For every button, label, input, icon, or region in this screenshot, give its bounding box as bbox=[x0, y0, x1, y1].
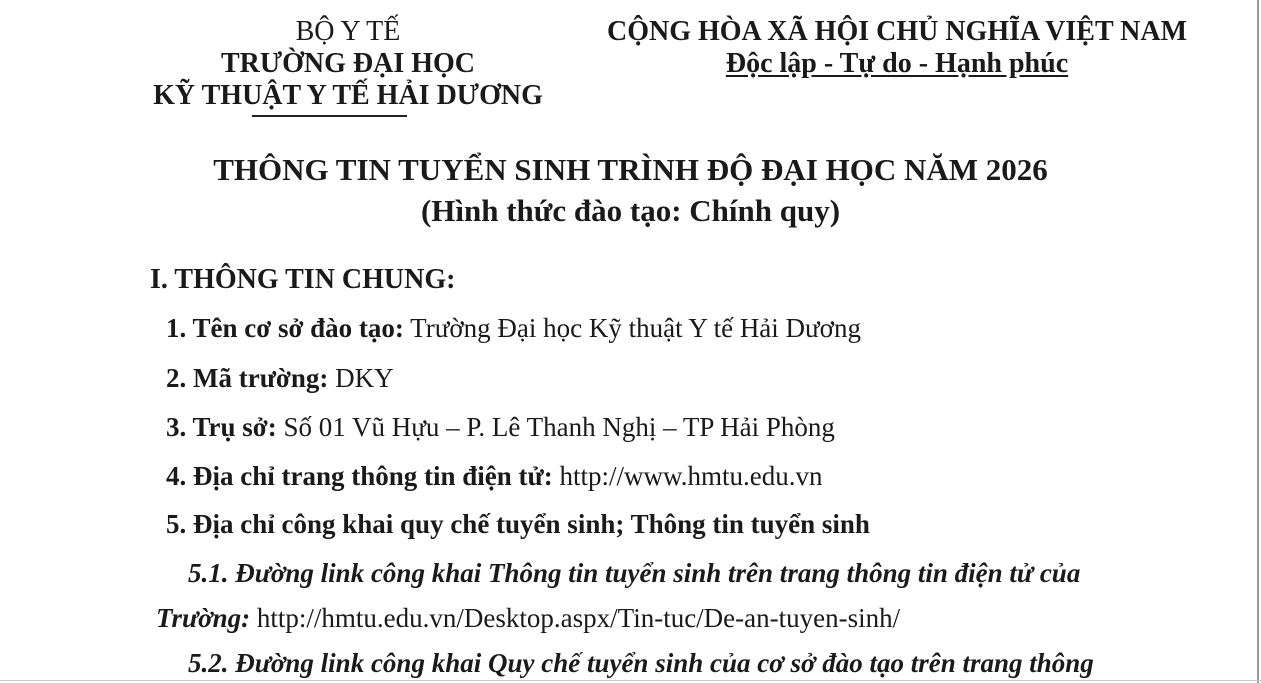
info-item-school-code bbox=[166, 363, 394, 394]
info-item-headquarters bbox=[166, 412, 835, 443]
item-label: 2. Mã trường: bbox=[166, 363, 329, 393]
item-value: Số 01 Vũ Hựu – P. Lê Thanh Nghị – TP Hải Phòng bbox=[276, 412, 835, 442]
admission-info-link[interactable]: http://hmtu.edu.vn/Desktop.aspx/Tin-tuc/De-an-tuyen-sinh/ bbox=[250, 603, 901, 633]
website-link[interactable]: http://www.hmtu.edu.vn bbox=[552, 461, 823, 491]
national-motto: Độc lập - Tự do - Hạnh phúc bbox=[725, 48, 1069, 79]
info-item-admission-disclosure: 5. Địa chỉ công khai quy chế tuyển sinh; Thông tin tuyển sinh bbox=[166, 509, 870, 539]
ministry-name: BỘ Y TẾ bbox=[295, 16, 401, 47]
info-item-website bbox=[166, 461, 822, 492]
ministry-header bbox=[118, 16, 578, 112]
item-label: 4. Địa chỉ trang thông tin điện tử: bbox=[166, 461, 553, 491]
item-label: 3. Trụ sở: bbox=[166, 412, 277, 442]
document-title: THÔNG TIN TUYỂN SINH TRÌNH ĐỘ ĐẠI HỌC NĂM 2026 bbox=[213, 152, 1048, 187]
university-name-line2: KỸ THUẬT Y TẾ HẢI DƯƠNG bbox=[153, 80, 543, 111]
sub-item-5-2: 5.2. Đường link công khai Quy chế tuyển sinh của cơ sở đào tạo trên trang thông bbox=[188, 648, 1094, 678]
section-heading: I. THÔNG TIN CHUNG: bbox=[150, 264, 456, 295]
university-name-line1: TRƯỜNG ĐẠI HỌC bbox=[220, 48, 476, 79]
ministry-underline bbox=[252, 115, 407, 117]
sub-item-5-1: 5.1. Đường link công khai Thông tin tuyển sinh trên trang thông tin điện tử của bbox=[188, 558, 1081, 588]
page-edge-right bbox=[1257, 0, 1259, 683]
sub-item-label: Trường: bbox=[156, 603, 251, 633]
page-edge-bottom bbox=[0, 680, 1261, 681]
item-value: DKY bbox=[328, 363, 394, 393]
national-title: CỘNG HÒA XÃ HỘI CHỦ NGHĨA VIỆT NAM bbox=[606, 16, 1188, 47]
item-label: 1. Tên cơ sở đào tạo: bbox=[166, 313, 404, 343]
sub-item-5-1-continued bbox=[156, 603, 900, 634]
document-subtitle: (Hình thức đào tạo: Chính quy) bbox=[420, 193, 841, 228]
info-item-institution bbox=[166, 313, 861, 344]
item-value: Trường Đại học Kỹ thuật Y tế Hải Dương bbox=[403, 313, 861, 343]
national-header bbox=[582, 16, 1212, 80]
